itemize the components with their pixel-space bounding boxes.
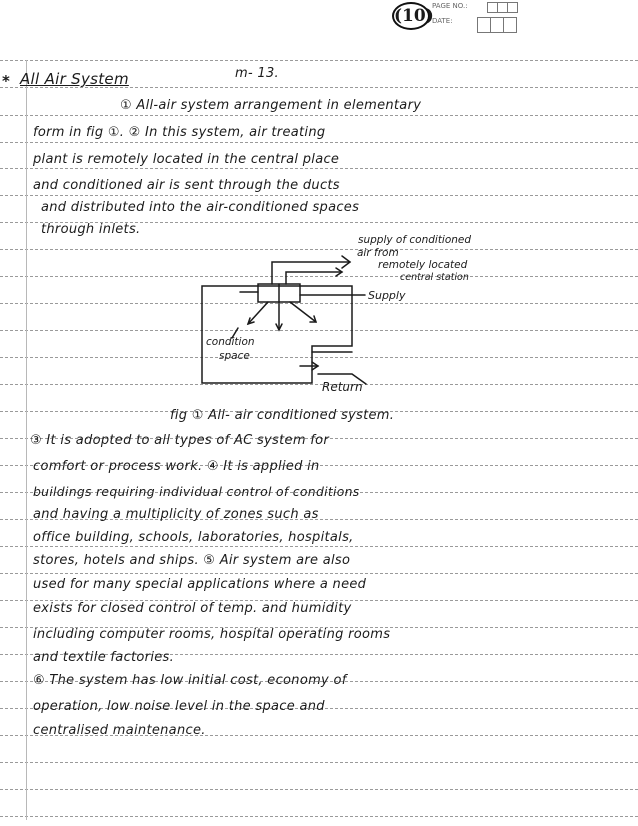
- date-label: DATE:: [432, 17, 453, 25]
- supply-label: Supply: [368, 289, 406, 302]
- para2-line-3: buildings requiring individual control of conditions: [33, 484, 360, 499]
- para2-line-12: operation, low noise level in the space and: [33, 699, 325, 714]
- para2-line-2: comfort or process work. ④ It is applied in: [33, 459, 320, 474]
- para2-line-6: stores, hotels and ships. ⑤ Air system are also: [33, 553, 351, 568]
- para2-line-5: office building, schools, laboratories, hospitals,: [33, 530, 354, 545]
- return-label: Return: [322, 380, 363, 394]
- supply-note-line-4: central station: [400, 272, 469, 283]
- space-label-line-1: condition: [206, 336, 255, 348]
- para1-line-2: form in fig ①. ② In this system, air treating: [33, 125, 326, 140]
- para1-line-5: and distributed into the air-conditioned spaces: [41, 200, 360, 215]
- page-number-circle: (10): [392, 2, 430, 30]
- para2-line-1: ③ It is adopted to all types of AC system for: [30, 433, 329, 448]
- para2-line-10: and textile factories.: [33, 650, 175, 665]
- para2-line-13: centralised maintenance.: [33, 723, 206, 738]
- para2-line-9: including computer rooms, hospital operating rooms: [33, 627, 391, 642]
- supply-note-line-2: air from: [357, 247, 399, 259]
- para2-line-8: exists for closed control of temp. and humidity: [33, 601, 352, 616]
- space-label-line-2: space: [219, 350, 250, 362]
- reference-mark: m- 13.: [235, 66, 279, 81]
- bullet-star-icon: *: [2, 72, 10, 90]
- supply-note-line-3: remotely located: [378, 259, 468, 271]
- para1-line-6: through inlets.: [41, 222, 141, 237]
- para2-line-7: used for many special applications where a need: [33, 577, 367, 592]
- para1-line-4: and conditioned air is sent through the ducts: [33, 178, 340, 193]
- para1-line-3: plant is remotely located in the central place: [33, 152, 340, 167]
- para2-line-11: ⑥ The system has low initial cost, economy of: [33, 673, 347, 688]
- figure-caption: fig ① All- air conditioned system.: [170, 408, 395, 423]
- section-title: All Air System: [20, 70, 129, 88]
- para2-line-4: and having a multiplicity of zones such as: [33, 507, 319, 522]
- supply-note-line-1: supply of conditioned: [358, 234, 472, 246]
- page-no-label: PAGE NO.:: [432, 2, 468, 10]
- para1-line-1: ① All-air system arrangement in elementary: [120, 98, 422, 113]
